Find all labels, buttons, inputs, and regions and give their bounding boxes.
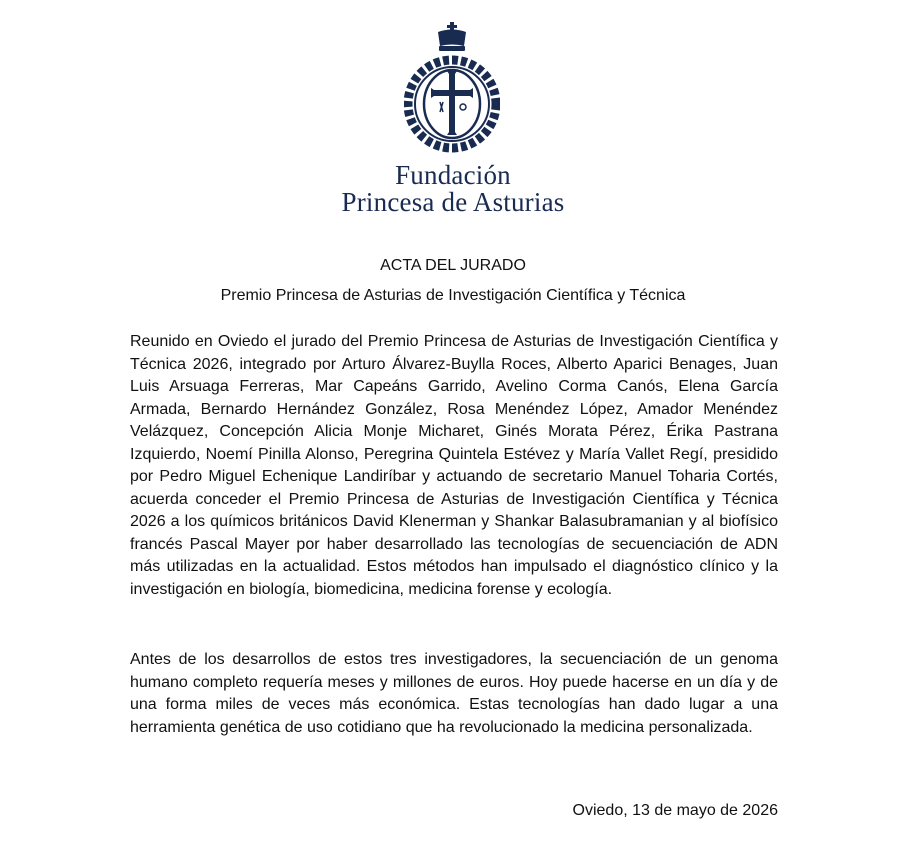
foundation-crest-icon	[404, 22, 500, 162]
org-name-line1: Fundación	[395, 160, 511, 190]
document-subtitle: Premio Princesa de Asturias de Investigación Científica y Técnica	[220, 287, 686, 304]
org-name-line2: Princesa de Asturias	[341, 187, 565, 217]
paragraph-jury-decision: Reunido en Oviedo el jurado del Premio Princesa de Asturias de Investigación Científica y Técnica 2026, integrado por Arturo Álvarez-Buylla Roces, Alberto Aparici Benages, Juan Luis Arsuaga Ferreras, Mar Capeáns Garrido, Avelino Corma Canós, Elena García Armada, Bernardo Hernández González, Rosa Menéndez López, Amador Menéndez Velázquez, Concepción Alicia Monje Micharet, Ginés Morata Pérez, Érika Pastrana Izquierdo, Noemí Pinilla Alonso, Peregrina Quintela Estévez y María Vallet Regí, presidido por Pedro Miguel Echenique Landiríbar y actuando de secretario Manuel Toharia Cortés, acuerda conceder el Premio Princesa de Asturias de Investigación Científica y Técnica 2026 a los químicos británicos David Klenerman y Shankar Balasubramanian y al biofísico francés Pascal Mayer por haber desarrollado las tecnologías de secuenciación de ADN más utilizadas en la actualidad. Estos métodos han impulsado el diagnóstico clínico y la investigación en biología, biomedicina, medicina forense y ecología.	[130, 333, 778, 598]
dateline: Oviedo, 13 de mayo de 2026	[572, 802, 778, 819]
paragraph-background: Antes de los desarrollos de estos tres investigadores, la secuenciación de un genoma humano completo requería meses y millones de euros. Hoy puede hacerse en un día y de una forma miles de veces más económica. Estas tecnologías han dado lugar a una herramienta genética de uso cotidiano que ha revolucionado la medicina personalizada.	[130, 651, 778, 736]
document-title: ACTA DEL JURADO	[380, 257, 526, 274]
